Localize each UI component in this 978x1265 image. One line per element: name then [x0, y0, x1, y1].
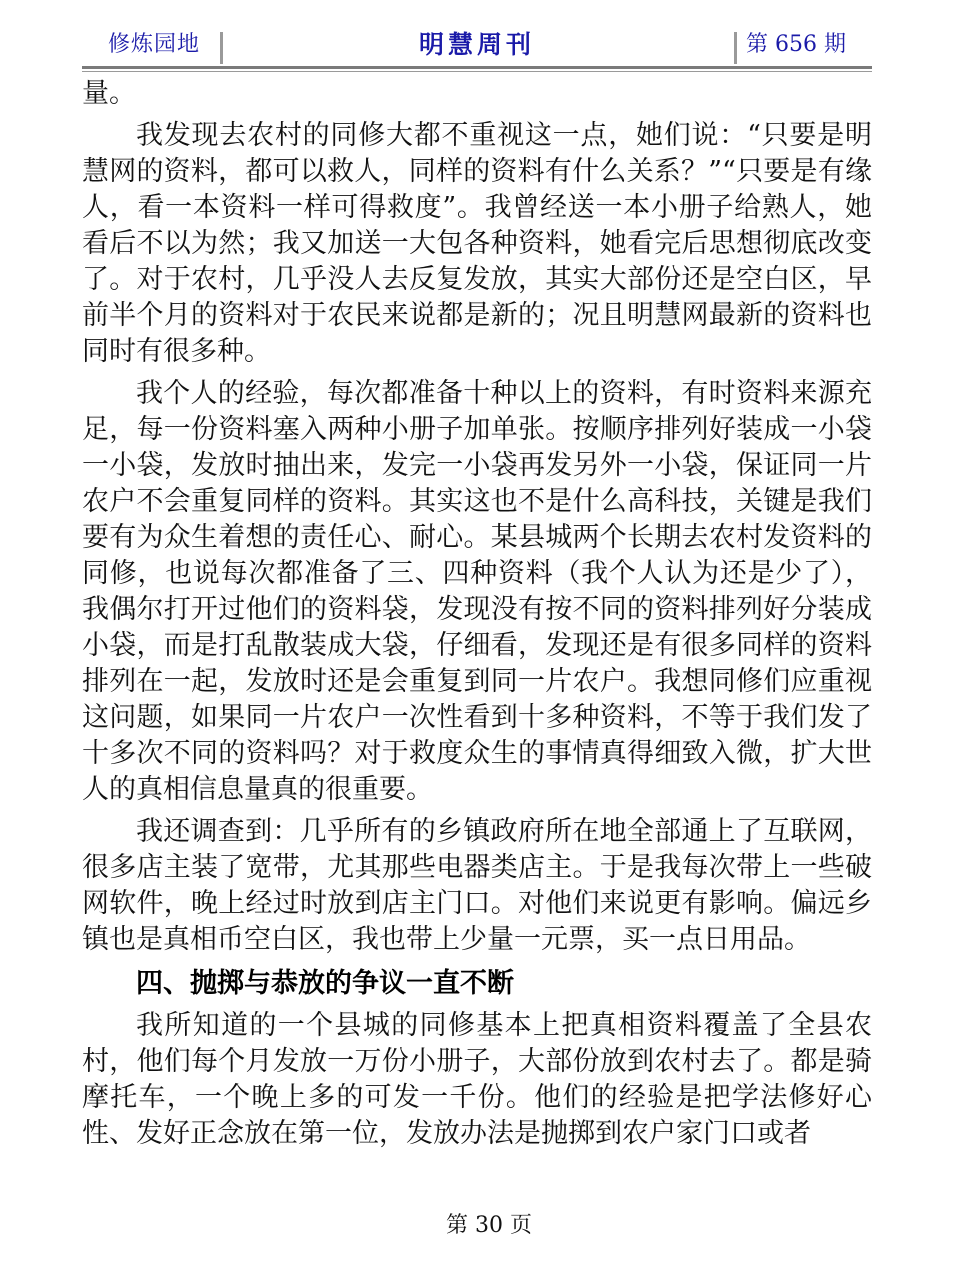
- paragraph-continued: 量。: [82, 78, 136, 109]
- header-publication-title: 明慧周刊: [418, 30, 535, 59]
- page-header: [82, 28, 872, 69]
- paragraph: 我个人的经验，每次都准备十种以上的资料，有时资料来源充足，每一份资料塞入两种小册子加单张。按顺序排列好装成一小袋一小袋，发放时抽出来，发完一小袋再发另外一小袋，保证同一片农户不会重复同样的资料。其实这也不是什么高科技，关键是我们要有为众生着想的责任心、耐心。某县城两个长期去农村发资料的同修，也说每次都准备了三、四种资料（我个人认为还是少了），我偶尔打开过他们的资料袋，发现没有按不同的资料排列好分装成小袋，而是打乱散装成大袋，仔细看，发现还是有很多同样的资料排列在一起，发放时还是会重复到同一片农户。我想同修们应重视这问题，如果同一片农户一次性看到十多种资料，不等于我们发了十多次不同的资料吗？对于救度众生的事情真得细致入微，扩大世人的真相信息量真的很重要。: [82, 378, 872, 805]
- header-issue: 第 656 期: [746, 32, 846, 57]
- article-body: [82, 76, 872, 1152]
- paragraph: 我还调查到：几乎所有的乡镇政府所在地全部通上了互联网，很多店主装了宽带，尤其那些电器类店主。于是我每次带上一些破网软件，晚上经过时放到店主门口。对他们来说更有影响。偏远乡镇也是真相币空白区，我也带上少量一元票，买一点日用品。: [82, 816, 872, 955]
- section-heading: 四、抛掷与恭放的争议一直不断: [136, 968, 514, 999]
- paragraph: 我发现去农村的同修大都不重视这一点，她们说：“只要是明慧网的资料，都可以救人，同样的资料有什么关系？”“只要是有缘人，看一本资料一样可得救度”。我曾经送一本小册子给熟人，她看后不以为然；我又加送一大包各种资料，她看完后思想彻底改变了。对于农村，几乎没人去反复发放，其实大部份还是空白区，早前半个月的资料对于农民来说都是新的；况且明慧网最新的资料也同时有很多种。: [82, 120, 872, 367]
- page-number: 第 30 页: [446, 1213, 532, 1238]
- header-divider: [734, 32, 737, 64]
- paragraph: 我所知道的一个县城的同修基本上把真相资料覆盖了全县农村，他们每个月发放一万份小册子，大部份放到农村去了。都是骑摩托车，一个晚上多的可发一千份。他们的经验是把学法修好心性、发好正念放在第一位，发放办法是抛掷到农户家门口或者: [82, 1010, 872, 1149]
- header-section: 修炼园地: [108, 32, 201, 57]
